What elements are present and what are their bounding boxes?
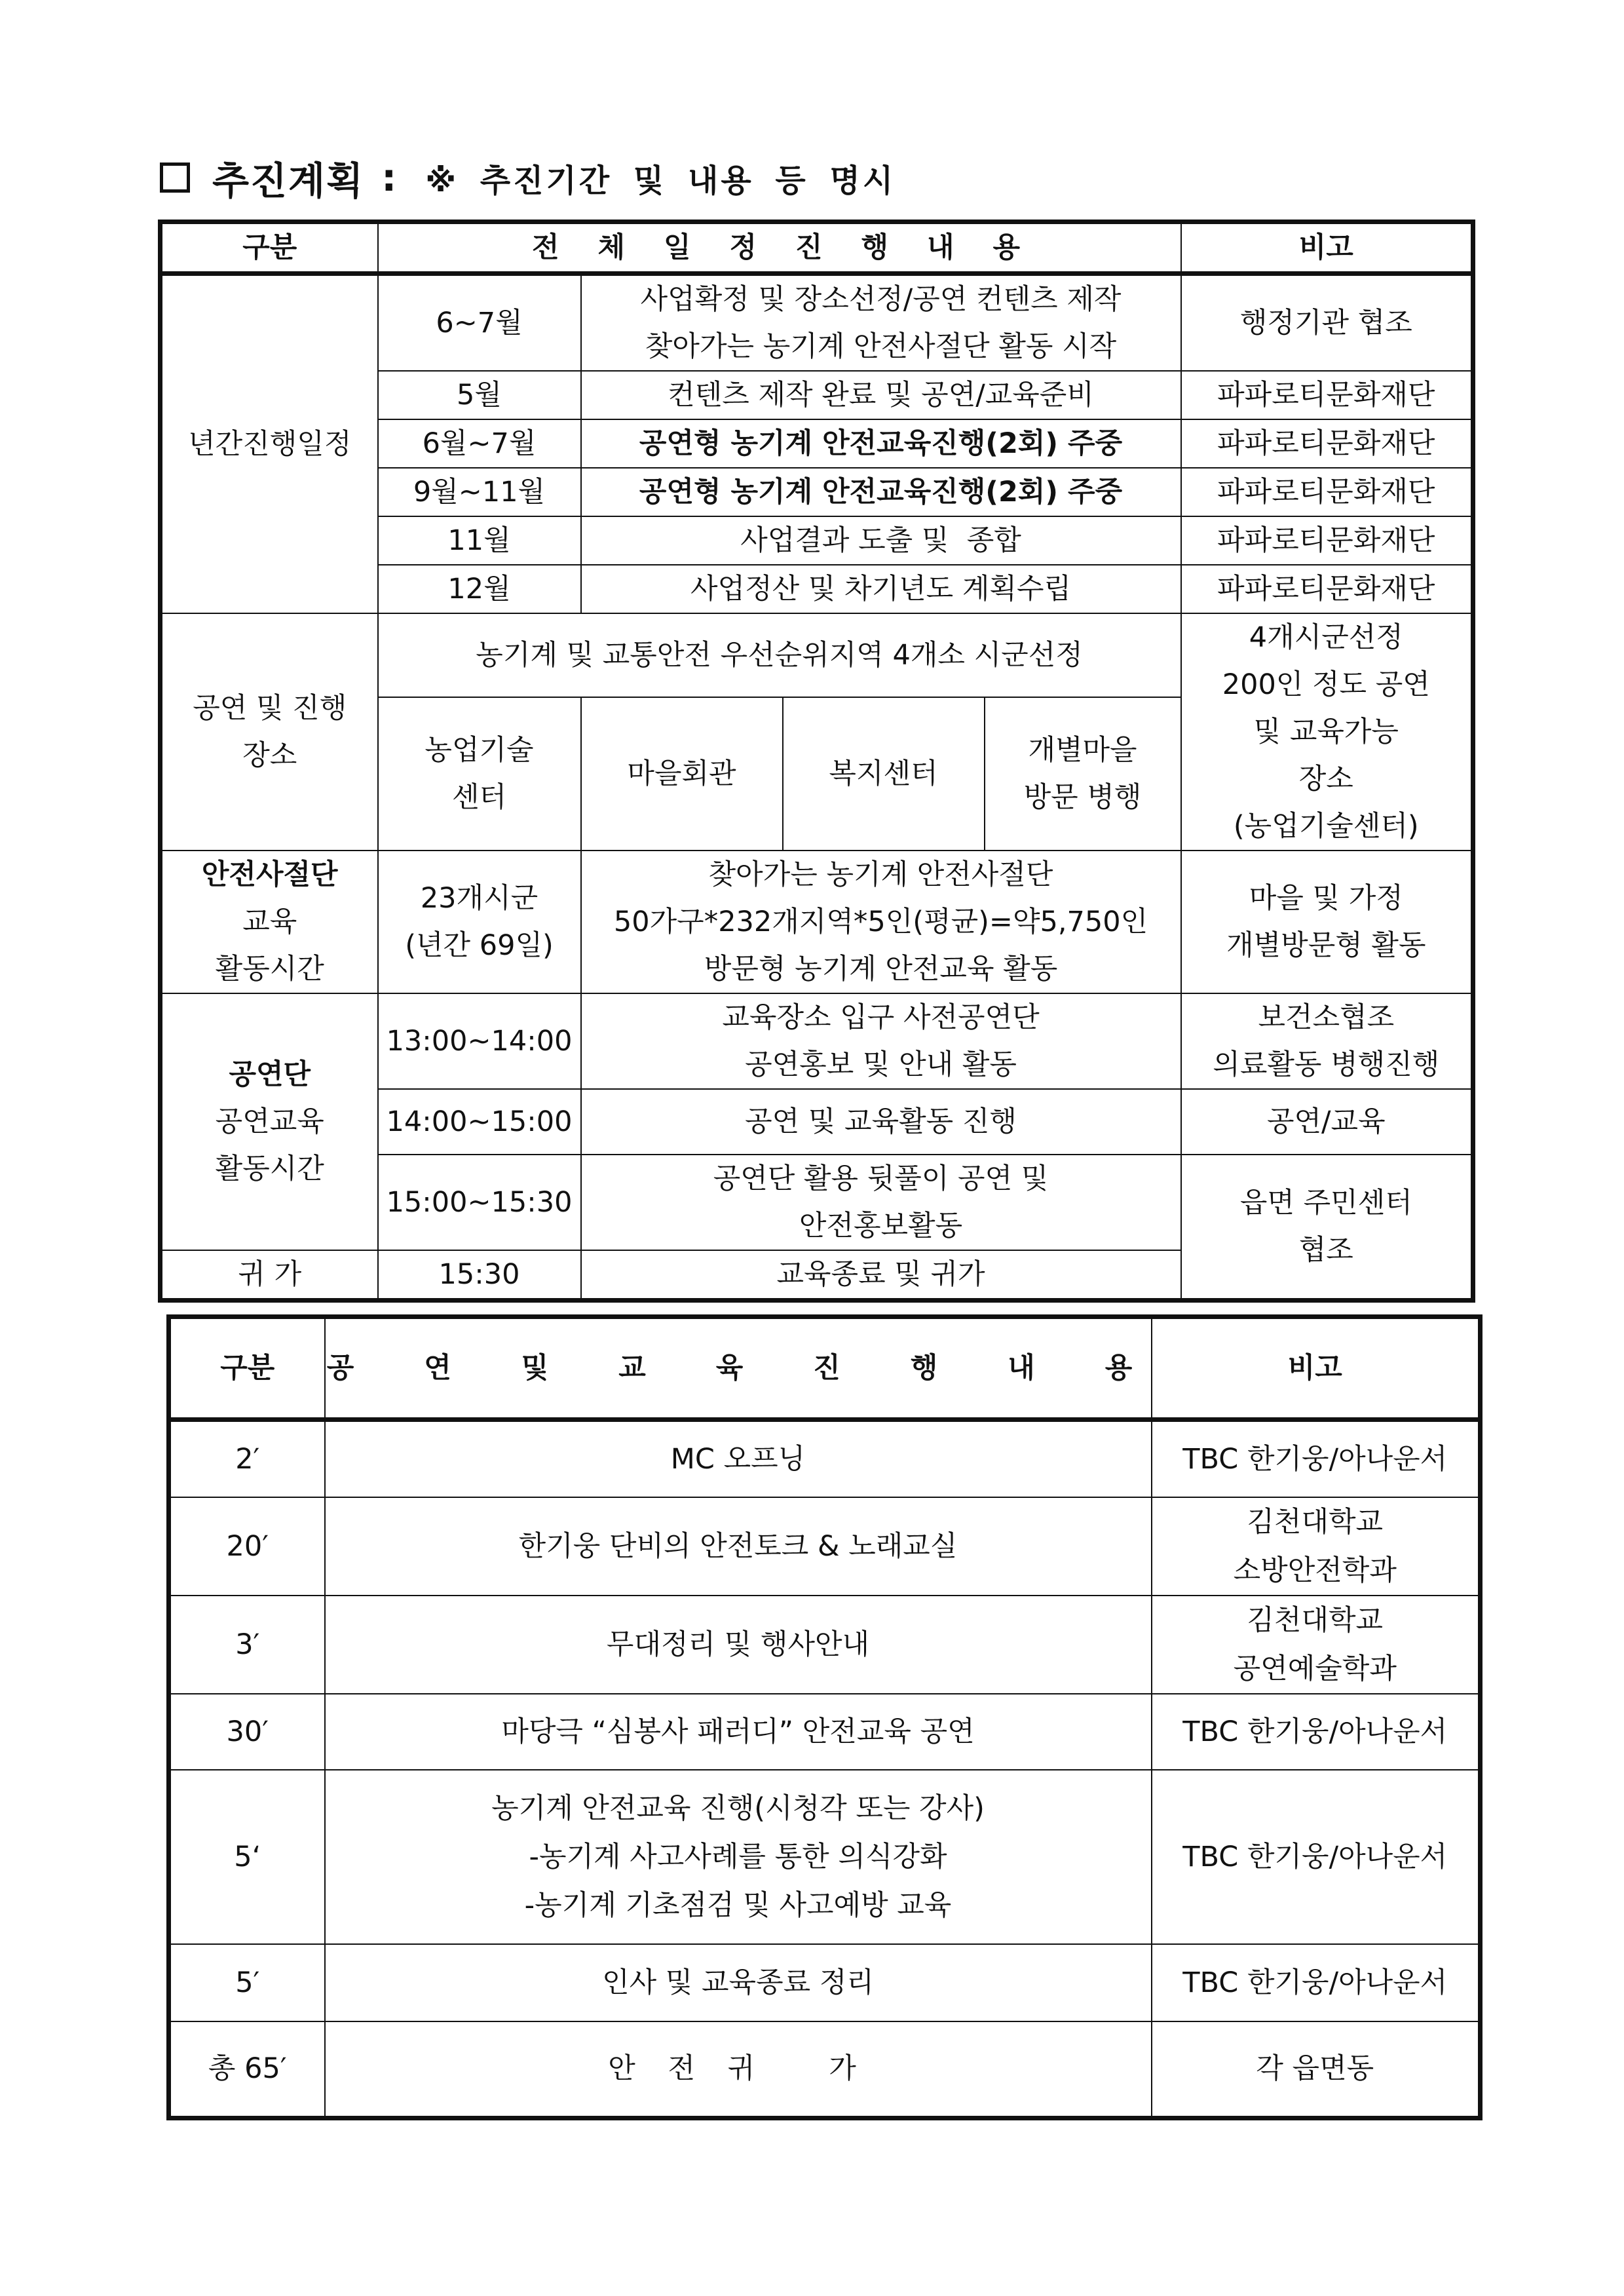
program-table: [166, 1314, 1482, 2120]
note-cell: 읍면 주민센터 협조: [1181, 1155, 1473, 1301]
note-cell: 행정기관 협조: [1181, 274, 1473, 372]
table-row: [169, 2021, 1481, 2118]
note-cell: 파파로티문화재단: [1181, 419, 1473, 468]
annual-schedule-label: 년간진행일정: [161, 274, 378, 614]
venue-welfare-center: 복지센터: [783, 697, 985, 851]
table-row: [169, 1694, 1481, 1770]
header-content: 공 연 및 교 육 진 행 내 용: [325, 1317, 1152, 1420]
period-cell: 6월~7월: [378, 419, 581, 468]
note-cell: TBC 한기웅/아나운서: [1152, 1944, 1481, 2021]
table-row: [169, 1420, 1481, 1497]
header-note: 비고: [1181, 222, 1473, 274]
time-cell: 14:00~15:00: [378, 1089, 581, 1155]
table-row: [161, 851, 1473, 993]
total-duration-cell: 총 65′: [169, 2021, 325, 2118]
return-label: 귀 가: [161, 1250, 378, 1301]
content-cell: 공연형 농기계 안전교육진행(2회) 주중: [581, 468, 1181, 516]
venue-label: 공연 및 진행 장소: [161, 613, 378, 851]
safety-label: 안전사절단 교육 활동시간: [161, 851, 378, 993]
note-cell: 공연/교육: [1181, 1089, 1473, 1155]
schedule-table: [158, 220, 1475, 1303]
note-cell: TBC 한기웅/아나운서: [1152, 1770, 1481, 1944]
content-cell: 인사 및 교육종료 정리: [325, 1944, 1152, 2021]
note-cell: 김천대학교 공연예술학과: [1152, 1596, 1481, 1694]
header-category: 구분: [169, 1317, 325, 1420]
content-cell: 교육장소 입구 사전공연단 공연홍보 및 안내 활동: [581, 993, 1181, 1089]
troupe-label: 공연단 공연교육 활동시간: [161, 993, 378, 1250]
content-cell: 찾아가는 농기계 안전사절단 50가구*232개지역*5인(평균)=약5,750인 방문형 농기계 안전교육 활동: [581, 851, 1181, 993]
content-cell: 안 전 귀 가: [325, 2021, 1152, 2118]
duration-cell: 2′: [169, 1420, 325, 1497]
table-row: [161, 613, 1473, 697]
time-cell: 15:00~15:30: [378, 1155, 581, 1250]
content-cell: 사업결과 도출 및 종합: [581, 516, 1181, 565]
period-cell: 6~7월: [378, 274, 581, 372]
note-cell: 파파로티문화재단: [1181, 565, 1473, 613]
venue-agri-center: 농업기술 센터: [378, 697, 581, 851]
content-cell: 공연 및 교육활동 진행: [581, 1089, 1181, 1155]
duration-cell: 30′: [169, 1694, 325, 1770]
table-row: [169, 1497, 1481, 1596]
venue-note: 4개시군선정 200인 정도 공연 및 교육가능 장소 (농업기술센터): [1181, 613, 1473, 851]
note-cell: 파파로티문화재단: [1181, 516, 1473, 565]
header-note: 비고: [1152, 1317, 1481, 1420]
duration-cell: 20′: [169, 1497, 325, 1596]
period-cell: 5월: [378, 371, 581, 419]
heading-note: ※ 추진기간 및 내용 등 명시: [425, 162, 896, 199]
content-cell: MC 오프닝: [325, 1420, 1152, 1497]
section-title: [160, 148, 896, 207]
note-cell: 보건소협조 의료활동 병행진행: [1181, 993, 1473, 1089]
note-cell: 파파로티문화재단: [1181, 371, 1473, 419]
note-cell: 김천대학교 소방안전학과: [1152, 1497, 1481, 1596]
content-cell: 무대정리 및 행사안내: [325, 1596, 1152, 1694]
checkbox-square-icon: [160, 163, 190, 193]
note-cell: 마을 및 가정 개별방문형 활동: [1181, 851, 1473, 993]
content-cell: 농기계 안전교육 진행(시청각 또는 강사) -농기계 사고사례를 통한 의식강화 -농기계 기초점검 및 사고예방 교육: [325, 1770, 1152, 1944]
period-cell: 23개시군 (년간 69일): [378, 851, 581, 993]
table-row: [169, 1770, 1481, 1944]
time-cell: 15:30: [378, 1250, 581, 1301]
period-cell: 11월: [378, 516, 581, 565]
note-cell: TBC 한기웅/아나운서: [1152, 1420, 1481, 1497]
content-cell: 한기웅 단비의 안전토크 & 노래교실: [325, 1497, 1152, 1596]
content-cell: 사업정산 및 차기년도 계획수립: [581, 565, 1181, 613]
venue-village-hall: 마을회관: [581, 697, 783, 851]
header-category: 구분: [161, 222, 378, 274]
note-cell: 파파로티문화재단: [1181, 468, 1473, 516]
content-cell: 교육종료 및 귀가: [581, 1250, 1181, 1301]
period-cell: 9월~11월: [378, 468, 581, 516]
venue-village-visit: 개별마을 방문 병행: [985, 697, 1181, 851]
content-cell: 공연단 활용 뒷풀이 공연 및 안전홍보활동: [581, 1155, 1181, 1250]
table-row: [161, 274, 1473, 372]
note-cell: TBC 한기웅/아나운서: [1152, 1694, 1481, 1770]
header-content: 전 체 일 정 진 행 내 용: [378, 222, 1181, 274]
table-row: [169, 1596, 1481, 1694]
period-cell: 12월: [378, 565, 581, 613]
content-cell: 컨텐츠 제작 완료 및 공연/교육준비: [581, 371, 1181, 419]
time-cell: 13:00~14:00: [378, 993, 581, 1089]
duration-cell: 5‘: [169, 1770, 325, 1944]
duration-cell: 5′: [169, 1944, 325, 2021]
content-cell: 공연형 농기계 안전교육진행(2회) 주중: [581, 419, 1181, 468]
table-row: [169, 1944, 1481, 2021]
venue-summary: 농기계 및 교통안전 우선순위지역 4개소 시군선정: [378, 613, 1181, 697]
content-cell: 마당극 “심봉사 패러디” 안전교육 공연: [325, 1694, 1152, 1770]
note-cell: 각 읍면동: [1152, 2021, 1481, 2118]
duration-cell: 3′: [169, 1596, 325, 1694]
table-row: [161, 993, 1473, 1089]
content-cell: 사업확정 및 장소선정/공연 컨텐츠 제작 찾아가는 농기계 안전사절단 활동 시작: [581, 274, 1181, 372]
heading-colon: :: [381, 155, 397, 200]
section-heading: 추진계획: [212, 159, 365, 203]
